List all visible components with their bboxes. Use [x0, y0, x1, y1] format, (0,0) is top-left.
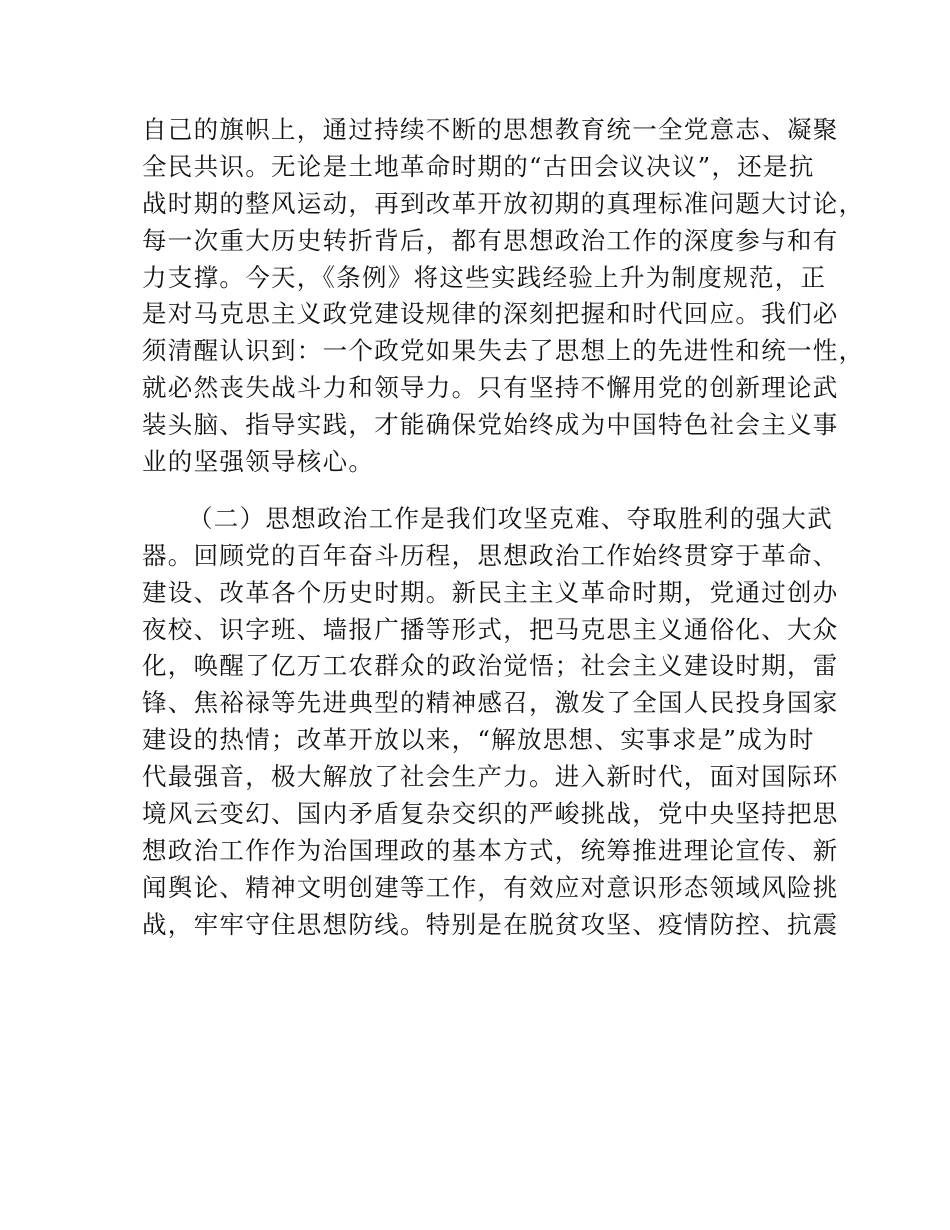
paragraph-line: 代最强音，极大解放了社会生产力。进入新时代，面对国际环 [142, 762, 839, 792]
paragraph-line: 力支撑。今天，《条例》将这些实践经验上升为制度规范，正 [142, 262, 827, 292]
paragraph-line: 战时期的整风运动，再到改革开放初期的真理标准问题大讨论， [142, 188, 865, 218]
paragraph-line: 器。回顾党的百年奋斗历程，思想政治工作始终贯穿于革命、 [142, 540, 839, 570]
paragraph-line: 就必然丧失战斗力和领导力。只有坚持不懈用党的创新理论武 [142, 373, 839, 403]
paragraph-line: 战，牢牢守住思想防线。特别是在脱贫攻坚、疫情防控、抗震 [142, 909, 839, 939]
paragraph-line: 境风云变幻、国内矛盾复杂交织的严峻挑战，党中央坚持把思 [142, 799, 839, 829]
paragraph-line: （二）思想政治工作是我们攻坚克难、夺取胜利的强大武 [188, 503, 833, 533]
paragraph-line: 想政治工作作为治国理政的基本方式，统筹推进理论宣传、新 [142, 835, 839, 865]
paragraph-line: 夜校、识字班、墙报广播等形式，把马克思主义通俗化、大众 [142, 614, 839, 644]
paragraph-1 [142, 112, 865, 481]
paragraph-line: 化，唤醒了亿万工农群众的政治觉悟；社会主义建设时期，雷 [142, 651, 839, 681]
paragraph-2 [142, 501, 839, 944]
body-text [142, 112, 865, 944]
paragraph-line: 自己的旗帜上，通过持续不断的思想教育统一全党意志、凝聚 [142, 115, 839, 144]
paragraph-line: 锋、焦裕禄等先进典型的精神感召，激发了全国人民投身国家 [142, 688, 839, 718]
paragraph-line: 每一次重大历史转折背后，都有思想政治工作的深度参与和有 [142, 225, 839, 255]
paragraph-line: 是对马克思主义政党建设规律的深刻把握和时代回应。我们必 [142, 299, 839, 329]
paragraph-line: 全民共识。无论是土地革命时期的“古田会议决议”，还是抗 [142, 151, 815, 181]
paragraph-line: 业的坚强领导核心。 [142, 447, 375, 477]
paragraph-line: 建设的热情；改革开放以来，“解放思想、实事求是”成为时 [142, 725, 815, 755]
paragraph-spacer [142, 481, 822, 501]
paragraph-line: 闻舆论、精神文明创建等工作，有效应对意识形态领域风险挑 [142, 872, 839, 902]
paragraph-line: 装头脑、指导实践，才能确保党始终成为中国特色社会主义事 [142, 410, 839, 440]
paragraph-line: 建设、改革各个历史时期。新民主主义革命时期，党通过创办 [142, 577, 839, 607]
paragraph-line: 须清醒认识到：一个政党如果失去了思想上的先进性和统一性， [142, 336, 865, 366]
